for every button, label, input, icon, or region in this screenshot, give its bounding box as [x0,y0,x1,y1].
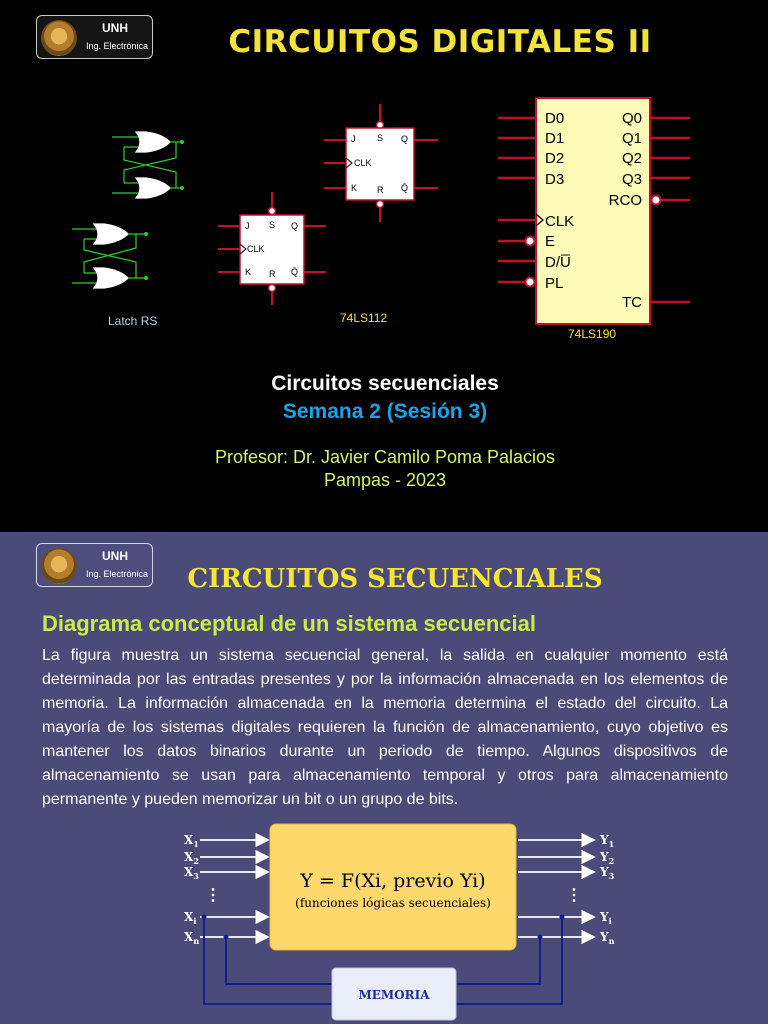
ff-bottom-r: R [269,269,276,279]
professor-name: Profesor: Dr. Javier Camilo Poma Palacios [214,447,556,467]
input-x1: X [184,833,194,847]
input-xi: X [184,910,194,924]
counter-pin-pl: PL [545,275,564,292]
counter-pin-q3: Q3 [621,171,642,188]
course-title: CIRCUITOS DIGITALES II [228,24,652,60]
ff-top-q: Q [401,134,409,144]
jk-flipflop-bottom [218,192,387,325]
counter-pin-rco: RCO [608,192,642,209]
counter-pin-tc: TC [622,294,642,311]
badge-subtitle: Ing. Electrónica [85,569,149,579]
svg-text:Y1: $Y_1$ [600,833,615,849]
counter-pin-q2: Q2 [621,150,642,167]
memory-label: MEMORIA [358,988,430,1002]
badge-name: UNH [102,21,128,35]
ff-label: 74LS112 [340,311,388,325]
input-dots: ⋮ [205,885,221,904]
lecture-week: Semana 2 (Sesión 3) [282,400,488,423]
ff-bottom-s: S [269,220,276,230]
badge-subtitle: Ing. Electrónica [85,41,149,51]
circuit-illustrations [0,0,768,350]
output-y2: Y [600,850,609,864]
badge-name: UNH [102,549,128,563]
svg-text:X3: $X_3$ [184,865,199,881]
unh-badge-2 [36,543,153,587]
ff-bottom-q: Q [291,221,299,231]
ff-top-r: R [377,185,384,195]
counter-label: 74LS190 [568,327,617,341]
counter-pin-d3: D3 [545,171,565,188]
place-year: Pampas - 2023 [323,470,447,490]
counter-pin-d0: D0 [545,110,565,127]
counter-74ls190 [498,98,690,341]
function-formula: Y = F(Xi, previo Yi) [300,870,486,892]
svg-text:X2: $X_2$ [184,850,199,866]
output-yi: Y [600,910,609,924]
output-arrows [518,840,594,937]
svg-text:Xn: $X_n$ [184,930,200,946]
counter-pin-du: D/U̅ [545,254,571,271]
output-dots: ⋮ [566,885,582,904]
university-seal-icon [41,548,77,584]
output-y1: Y [600,833,609,847]
lecture-subtitle: Circuitos secuenciales [271,372,499,395]
input-xn: X [184,930,194,944]
latch-label: Latch RS [108,314,158,328]
ff-top-j: J [351,134,356,144]
slide2-title: CIRCUITOS SECUENCIALES [187,564,603,594]
counter-pin-q1: Q1 [621,130,642,147]
svg-text:Xi: $X_i$ [184,910,197,926]
input-labels [184,833,221,946]
ff-top-k: K [351,183,358,193]
svg-text:Yi: $Y_i$ [600,910,612,926]
function-note: (funciones lógicas secuenciales) [295,896,491,910]
counter-pin-d1: D1 [545,130,565,147]
counter-pin-d2: D2 [545,150,565,167]
ff-top-s: S [377,133,384,143]
description-paragraph: La figura muestra un sistema secuencial general, la salida en cualquier momento está determinada por las entradas presentes y por la información almacenada en los elementos de memoria. La información almacenada en la memoria determina el estado del circuito. La mayoría de los sistemas digitales requieren la función de almacenamiento, cuyo objetivo es mantener los datos binarios durante un periodo de tiempo. Algunos dispositivos de almacenamiento se usan para almacenamiento temporal y otros para almacenamiento permanente y pueden memorizar un bit o un grupo de bits. [42,647,728,808]
svg-text:X1: $X_1$ [184,833,199,849]
sequential-system-diagram [0,812,768,1024]
counter-pin-clk: CLK [545,213,575,230]
jk-flipflop-top [324,104,438,222]
svg-text:Y2: $Y_2$ [600,850,615,866]
input-x3: X [184,865,194,879]
ff-top-clk: CLK [354,158,372,168]
section-heading: Diagrama conceptual de un sistema secuencial [42,611,536,636]
ff-bottom-k: K [245,267,252,277]
ff-top-qn: Q̄ [401,183,409,193]
latch-rs-diagram [72,132,184,328]
counter-pin-q0: Q0 [621,110,642,127]
ff-bottom-j: J [245,221,250,231]
output-yn: Y [600,930,609,944]
input-x2: X [184,850,194,864]
ff-bottom-qn: Q̄ [291,267,299,277]
output-y3: Y [600,865,609,879]
counter-pin-e: E [545,233,556,250]
svg-text:Yn: $Y_n$ [600,930,615,946]
output-labels [566,833,615,946]
svg-text:Y3: $Y_3$ [600,865,615,881]
ff-bottom-clk: CLK [247,244,265,254]
